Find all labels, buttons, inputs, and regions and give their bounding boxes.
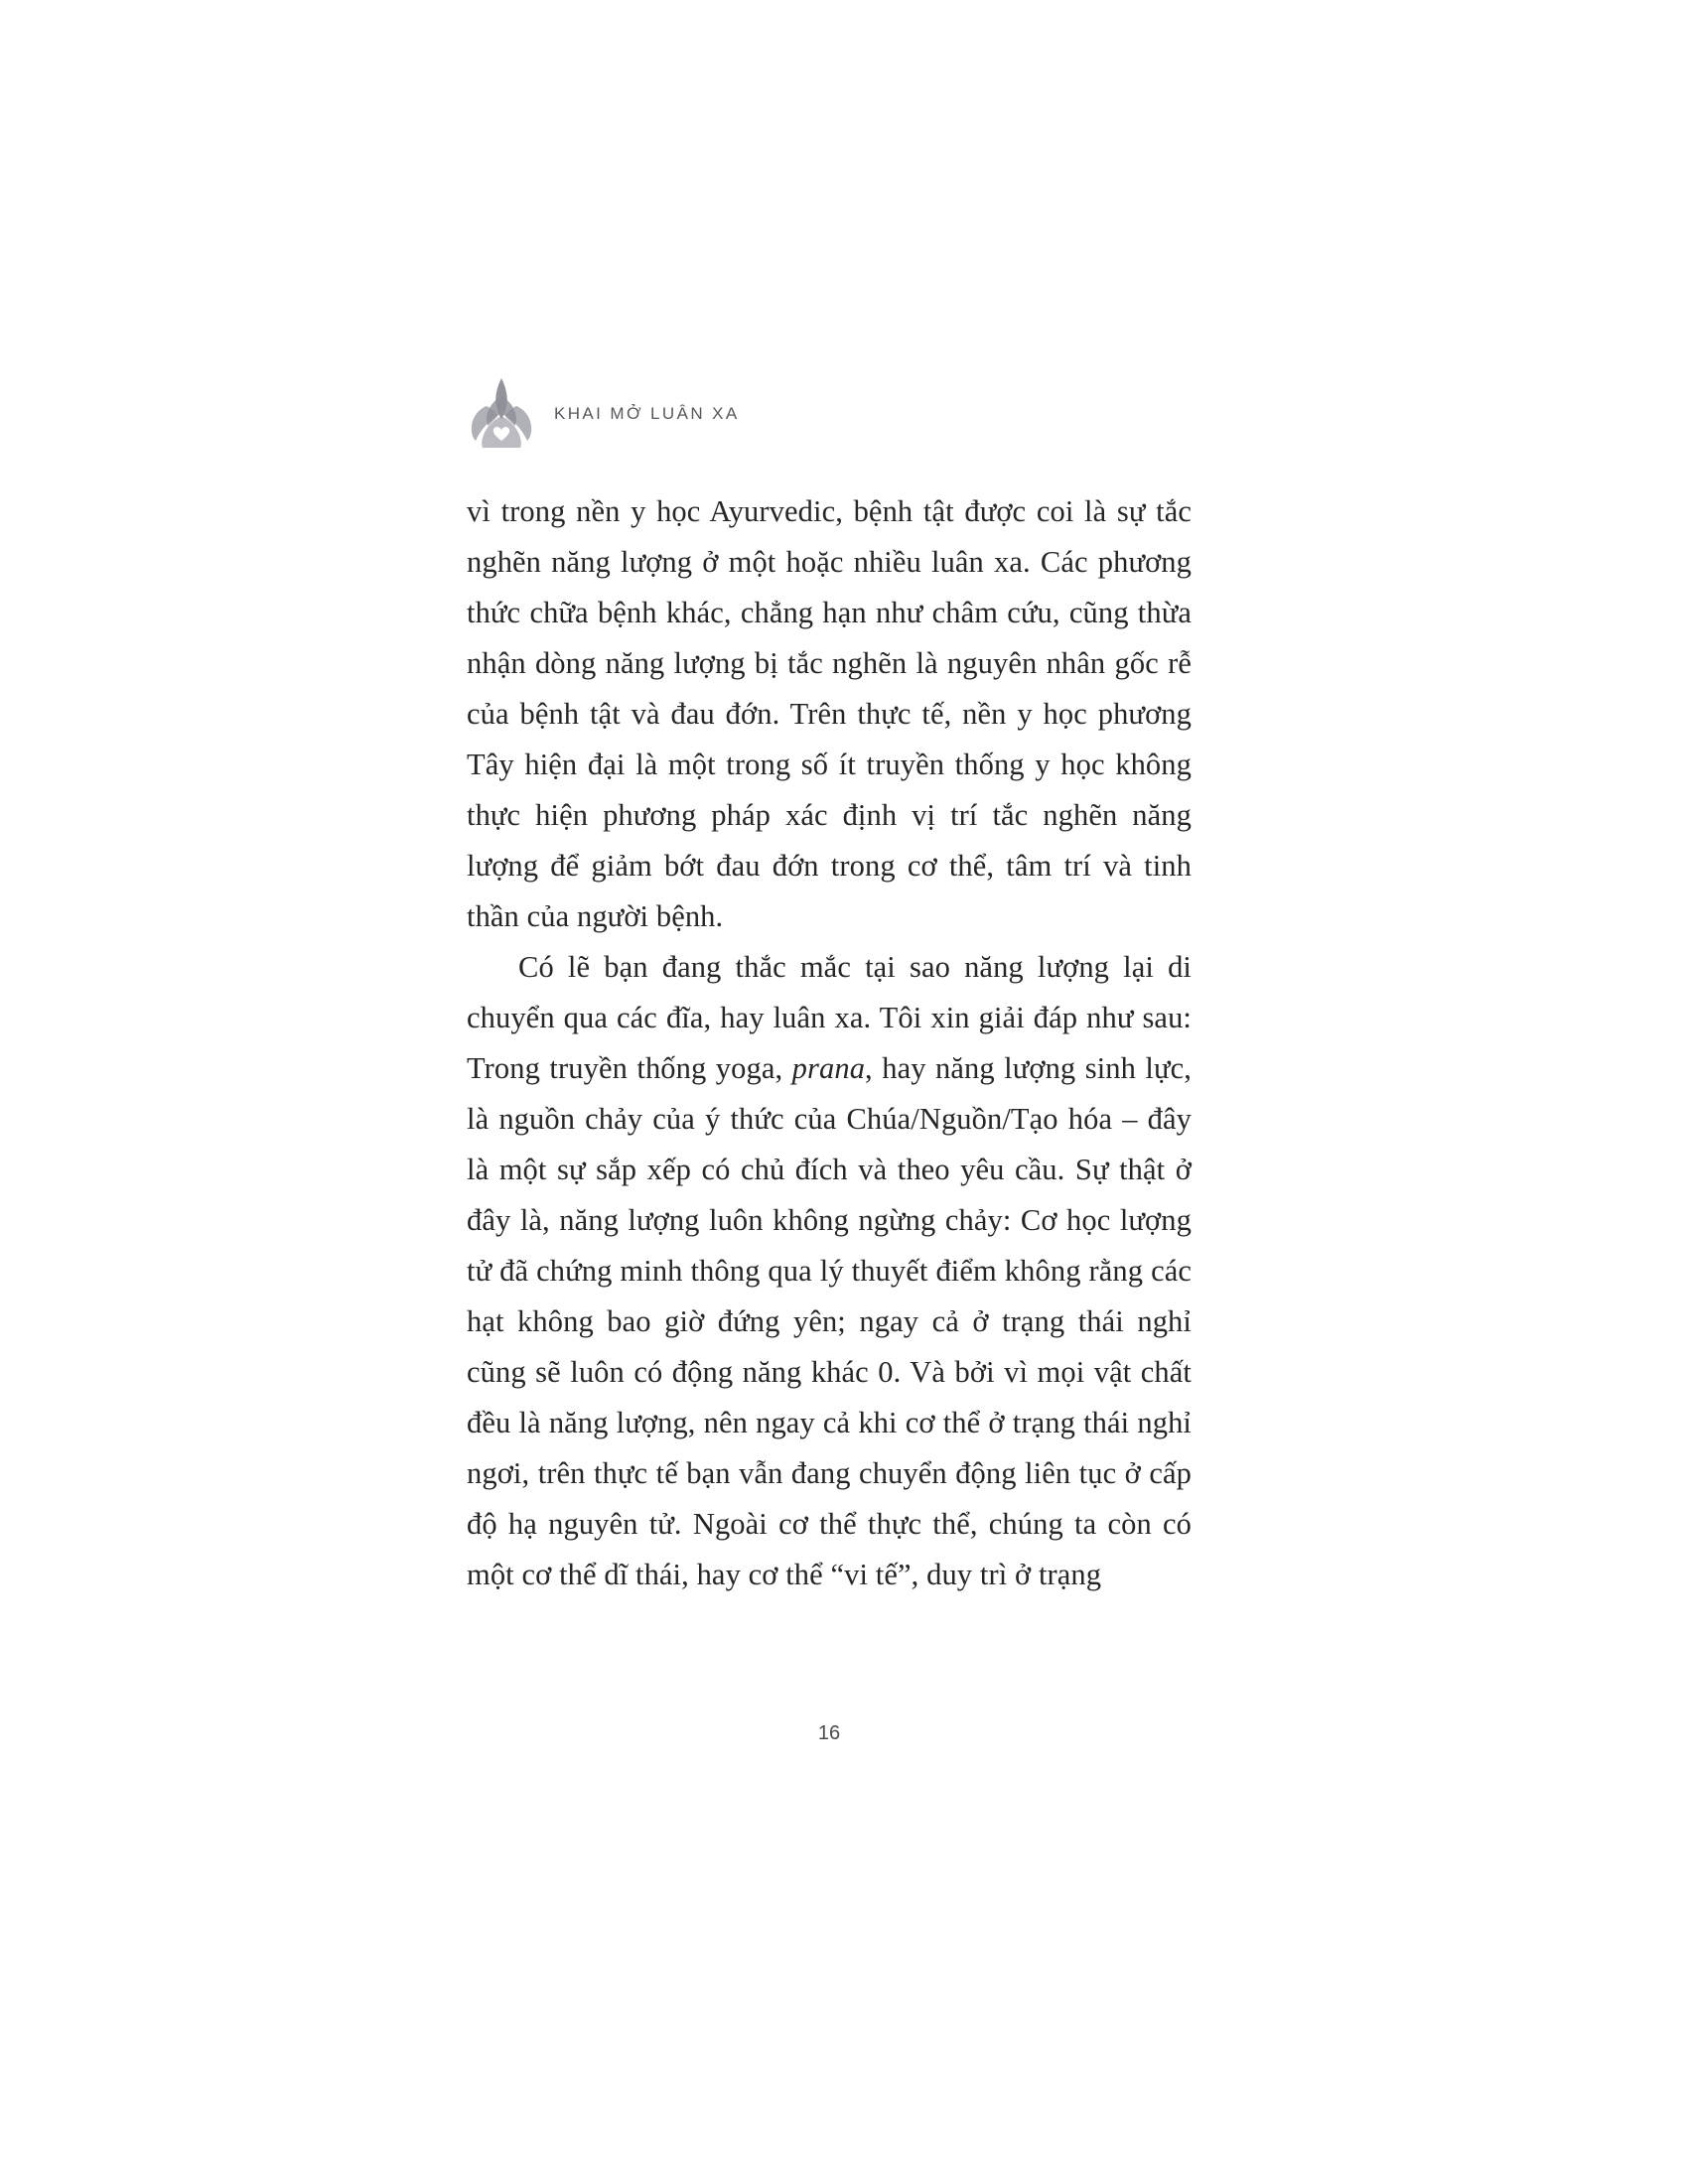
lotus-icon — [467, 372, 536, 452]
body-text — [467, 486, 1192, 1600]
paragraph-2-part-1: Có lẽ bạn đang thắc mắc tại sao năng lượng lại di chuyển qua các đĩa, hay luân xa. Tôi xin giải đáp như sau: Trong truyền thống yoga, — [467, 950, 1192, 1085]
page-number: 16 — [817, 1722, 841, 1744]
paragraph-2 — [467, 942, 1192, 1600]
running-head — [467, 367, 1192, 457]
paragraph-1: vì trong nền y học Ayurvedic, bệnh tật được coi là sự tắc nghẽn năng lượng ở một hoặc nhiều luân xa. Các phương thức chữa bệnh khác, chẳng hạn như châm cứu, cũng thừa nhận dòng năng lượng bị tắc nghẽn là nguyên nhân gốc rễ của bệnh tật và đau đớn. Trên thực tế, nền y học phương Tây hiện đại là một trong số ít truyền thống y học không thực hiện phương pháp xác định vị trí tắc nghẽn năng lượng để giảm bớt đau đớn trong cơ thể, tâm trí và tinh thần của người bệnh. — [467, 494, 1192, 933]
page-content — [467, 367, 1192, 1600]
paragraph-2-italic-term: prana — [791, 1051, 866, 1085]
paragraph-2-part-2: , hay năng lượng sinh lực, là nguồn chảy của ý thức của Chúa/Nguồn/Tạo hóa – đây là một sự sắp xếp có chủ đích và theo yêu cầu. Sự thật ở đây là, năng lượng luôn không ngừng chảy: Cơ học lượng tử đã chứng minh thông qua lý thuyết điểm không rằng các hạt không bao giờ đứng yên; ngay cả ở trạng thái nghỉ cũng sẽ luôn có động năng khác 0. Và bởi vì mọi vật chất đều là năng lượng, nên ngay cả khi cơ thể ở trạng thái nghỉ ngơi, trên thực tế bạn vẫn đang chuyển động liên tục ở cấp độ hạ nguyên tử. Ngoài cơ thể thực thể, chúng ta còn có một cơ thể dĩ thái, hay cơ thể “vi tế”, duy trì ở trạng — [467, 1051, 1192, 1591]
running-head-title: KHAI MỞ LUÂN XA — [554, 404, 740, 423]
